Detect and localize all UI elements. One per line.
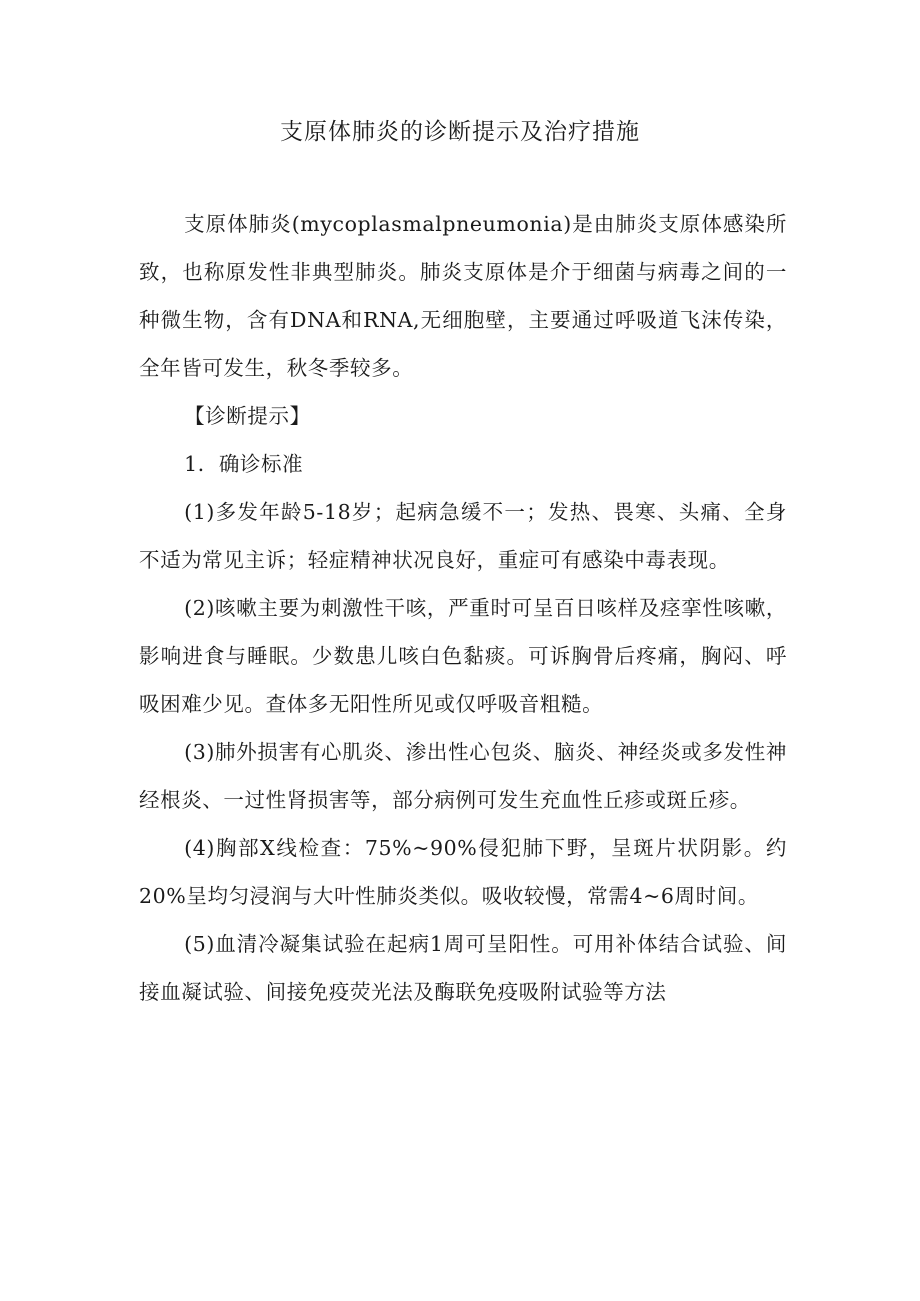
document-title: 支原体肺炎的诊断提示及治疗措施 [280,119,640,145]
section-heading-diagnosis: 【诊断提示】 [184,404,311,428]
criteria-item-2: (2)咳嗽主要为刺激性干咳，严重时可呈百日咳样及痉挛性咳嗽，影响进食与睡眠。少数患儿咳白色黏痰。可诉胸骨后疼痛，胸闷、呼吸困难少见。查体多无阳性所见或仅呼吸音粗糙。 [139,596,787,716]
intro-paragraph: 支原体肺炎(mycoplasmalpneumonia)是由肺炎支原体感染所致，也称原发性非典型肺炎。肺炎支原体是介于细菌与病毒之间的一种微生物，含有DNA和RNA,无细胞壁，主要通过呼吸道飞沫传染，全年皆可发生，秋冬季较多。 [139,212,787,380]
criteria-item-1: (1)多发年龄5-18岁；起病急缓不一；发热、畏寒、头痛、全身不适为常见主诉；轻症精神状况良好，重症可有感染中毒表现。 [139,500,787,572]
criteria-item-3: (3)肺外损害有心肌炎、渗出性心包炎、脑炎、神经炎或多发性神经根炎、一过性肾损害等，部分病例可发生充血性丘疹或斑丘疹。 [139,740,787,812]
document-body [139,200,787,1016]
subheading-criteria: 1．确诊标准 [184,452,304,476]
criteria-item-4: (4)胸部X线检查：75%~90%侵犯肺下野，呈斑片状阴影。约20%呈均匀浸润与大叶性肺炎类似。吸收较慢，常需4~6周时间。 [139,836,787,908]
criteria-item-5: (5)血清冷凝集试验在起病1周可呈阳性。可用补体结合试验、间接血凝试验、间接免疫荧光法及酶联免疫吸附试验等方法 [139,932,787,1004]
